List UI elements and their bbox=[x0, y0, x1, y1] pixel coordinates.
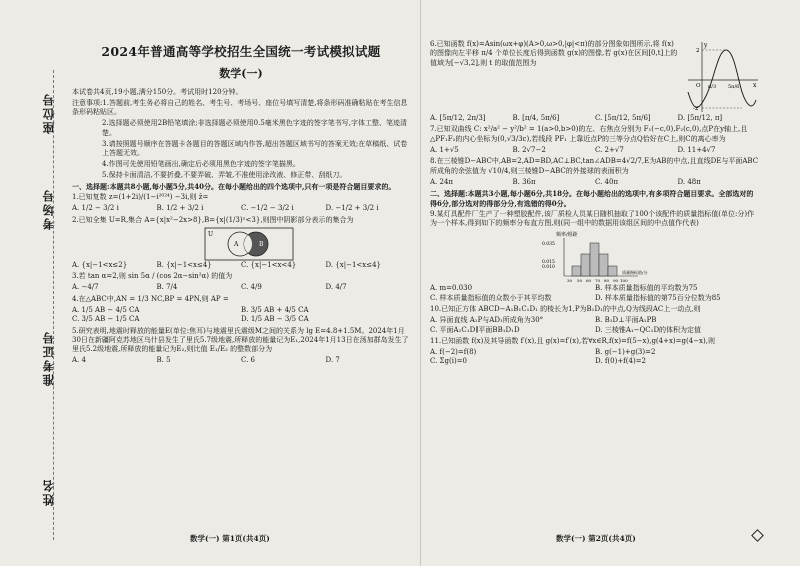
q8-option-d: D. 48π bbox=[677, 177, 701, 186]
q5-option-c: C. 6 bbox=[241, 356, 256, 365]
notice-3: 3.请按照题号顺序在答题卡各题目的答题区域内作答,超出答题区域书写的答案无效;在草稿纸、试卷上答题无效。 bbox=[102, 139, 408, 158]
q9-stem: 9.某灯具配件厂生产了一种塑胶配件,该厂质检人员某日随机抽取了100个该配件的质量指标值(单位:分)作为一个样本,得到如下的频率分布直方图,则(同一组中的数据用该组区间的中点值作代表) bbox=[430, 209, 755, 228]
notice-1: 注意事项:1.答题前,考生务必将自己的姓名、考生号、考场号、座位号填写清楚,将条形码准确粘贴在考生信息条形码粘贴区。 bbox=[72, 98, 408, 117]
hist-ylabel: 频率/组距 bbox=[556, 232, 578, 239]
hist-bar-1 bbox=[572, 266, 581, 276]
sine-graph bbox=[684, 40, 760, 114]
graph-ymax: 2 bbox=[696, 48, 700, 54]
notice-intro: 本试卷共4页,19小题,满分150分。考试用时120分钟。 bbox=[72, 87, 243, 96]
q5-option-a: A. 4 bbox=[72, 356, 86, 365]
hist-tick-90: 90 bbox=[613, 278, 619, 284]
q4-stem: 4.在△ABC中,AN = 1/3 NC,BP = 4PN,则 AP = bbox=[72, 294, 229, 303]
hist-tick-100: 100 bbox=[620, 278, 628, 284]
q7-stem: 7.已知双曲线 C: x²/a² − y²/b² = 1(a>0,b>0)的左、右焦点分别为 F₁(−c,0),F₂(c,0),点P在y轴上,且△PF₁F₂的内心坐标为(0,√3/3c),若线段 PF₁ 上靠近点P的三等分点Q恰好在C上,则C的离心率为 bbox=[430, 125, 748, 143]
q10-option-b: B. B₁D⊥平面A₁PB bbox=[595, 316, 657, 325]
notice-4: 4.作图可先使用铅笔画出,确定后必须用黑色字迹的签字笔描黑。 bbox=[102, 160, 300, 169]
hist-bar-3 bbox=[590, 243, 599, 276]
hist-ticks: 30 bbox=[567, 278, 573, 284]
hist-xlabel: 质量指标值/分 bbox=[622, 270, 648, 276]
q2-option-d: D. {x|−1<x≤4} bbox=[325, 260, 381, 269]
q7-options bbox=[430, 146, 760, 155]
q6-option-b: B. [π/4, 5π/6] bbox=[512, 114, 560, 122]
q3-option-b: B. 7/4 bbox=[156, 283, 178, 292]
seat-label: 座位号 bbox=[42, 92, 56, 134]
q9-option-c: C. 样本质量指标值的众数小于其平均数 bbox=[430, 293, 552, 302]
q8-options bbox=[430, 178, 760, 187]
venn-label-a: A bbox=[234, 240, 239, 248]
q10-option-a: A. 异面直线 A₁P与AD₁所成角为30° bbox=[430, 316, 544, 325]
q6-options bbox=[430, 114, 760, 123]
graph-x2: 5π/6 bbox=[728, 84, 740, 90]
q10-option-c: C. 平面A₁C₁D∥平面BB₁D₁D bbox=[430, 325, 520, 334]
q3-option-a: A. −4/7 bbox=[72, 283, 99, 292]
q1-stem: 1.已知复数 z=(1+2i)/(1−i²⁰²⁴) −3i,则 z̄= bbox=[72, 193, 209, 202]
q10-option-d: D. 三棱锥A₁−QC₁D的体积为定值 bbox=[595, 325, 702, 334]
q11-option-b: B. g(−1)+g(3)=2 bbox=[595, 348, 656, 356]
q11-option-d: D. f(0)+f(4)=2 bbox=[595, 357, 647, 366]
sine-curve bbox=[688, 50, 756, 108]
q6-option-a: A. [5π/12, 2π/3] bbox=[430, 114, 486, 122]
section-2-heading: 二、选择题:本题共3小题,每小题6分,共18分。在每小题给出的选项中,有多项符合题目要求。全部选对的得6分,部分选对的得部分分,有选错的得0分。 bbox=[430, 189, 754, 208]
hist-val-1: 0.035 bbox=[542, 242, 555, 248]
name-label: 姓名 bbox=[42, 478, 56, 506]
q6-option-c: C. [5π/12, 5π/6] bbox=[595, 114, 651, 122]
section-1-heading: 一、选择题:本题共8小题,每小题5分,共40分。在每小题给出的四个选项中,只有一项是符合题目要求的。 bbox=[72, 182, 396, 192]
q10-options bbox=[430, 316, 760, 335]
q10-stem: 10.已知正方体 ABCD−A₁B₁C₁D₁ 的棱长为1,P为B₁D₁的中点,Q为线段AC上一动点,则 bbox=[430, 305, 701, 314]
q2-option-b: B. {x|−1<x≤4} bbox=[156, 260, 212, 269]
q4-option-c: C. 3/5 AB − 1/5 CA bbox=[72, 315, 140, 324]
hist-tick-50: 50 bbox=[577, 278, 583, 284]
q2-option-a: A. {x|−1<x≤2} bbox=[72, 260, 128, 269]
right-column bbox=[430, 40, 760, 369]
q7-option-d: D. 11+4√7 bbox=[677, 145, 716, 154]
left-column bbox=[72, 44, 410, 368]
cut-line bbox=[53, 70, 54, 540]
q6-stem: 6.已知函数 f(x)=Asin(ωx+φ)(A>0,ω>0,|φ|<π)的部分图象如图所示,将 f(x)的图像向左平移 π/4 个单位长度后得到函数 g(x)的图像,若 g(x)在区间[0,t]上的值域为[−√3,2],则 t 的取值范围为 bbox=[430, 40, 678, 67]
venn-label-b: B bbox=[259, 240, 264, 248]
q9-option-b: B. 样本质量指标值的平均数为75 bbox=[595, 284, 698, 293]
q8-stem: 8.在三棱锥D−ABC中,AB=2,AD=BD,AC⊥BC,tan∠ADB=4√2/7,E为AB的中点,且直线DE与平面ABC所成角的余弦值为 √10/4,则三棱锥D−ABC的外接球的表面积为 bbox=[430, 157, 759, 175]
graph-x1: π/3 bbox=[708, 84, 717, 90]
q1-option-b: B. 1/2 + 3/2 i bbox=[156, 204, 204, 213]
q4-option-d: D. 1/5 AB − 3/5 CA bbox=[241, 315, 309, 324]
q5-stem: 5.研究表明,地震时释放的能量E(单位:焦耳)与地震里氏震级M之间的关系为 lg E=4.8+1.5M。2024年1月30日在新疆阿克苏地区乌什县发生了里氏5.7级地震,所释放的能量记为E₁,2024年1月13日在汤加群岛发生了里氏5.2级地震,所释放的能量记为E₂,则比值 E₁/E₂ 的整数部分为 bbox=[72, 326, 409, 354]
hist-tick-70: 70 bbox=[595, 278, 601, 284]
graph-x-label: x bbox=[753, 82, 757, 89]
graph-origin: O bbox=[696, 83, 701, 89]
q9-option-a: A. m=0.030 bbox=[430, 284, 473, 293]
q7-option-a: A. 1+√5 bbox=[430, 145, 459, 154]
footer-page-2: 数学(一) 第2页(共4页) bbox=[556, 534, 636, 543]
q6-block bbox=[430, 40, 760, 114]
q11-options bbox=[430, 348, 760, 367]
hist-bar-4 bbox=[599, 254, 608, 276]
hist-bar-2 bbox=[581, 254, 590, 276]
q11-option-a: A. f(−2)=f(8) bbox=[430, 348, 477, 356]
q7-option-b: B. 2√7−2 bbox=[512, 145, 546, 154]
q4-option-a: A. 1/5 AB − 4/5 CA bbox=[72, 305, 140, 314]
q5-option-b: B. 5 bbox=[156, 356, 171, 365]
q1-options bbox=[72, 204, 410, 213]
q1-option-c: C. −1/2 − 3/2 i bbox=[241, 204, 294, 213]
exam-title: 2024年普通高等学校招生全国统一考试模拟试题 bbox=[101, 44, 381, 59]
hist-tick-60: 60 bbox=[586, 278, 592, 284]
page-fold-line bbox=[420, 0, 421, 566]
hist-tick-80: 80 bbox=[604, 278, 610, 284]
q7-option-c: C. 2+√7 bbox=[595, 145, 624, 154]
notice-5: 5.保持卡面清洁,不要折叠,不要弄破、弄皱,不准使用涂改液、修正带、刮纸刀。 bbox=[102, 171, 347, 180]
q11-stem: 11.已知函数 f(x)及其导函数 f′(x),且 g(x)=f′(x),若∀x∈R,f(x)=f(5−x),g(4+x)=g(4−x),则 bbox=[430, 336, 715, 345]
q2-stem: 2.已知全集 U=R,集合 A={x|x²−2x>8},B={x|(1/3)ˣ<3},则图中阴影部分表示的集合为 bbox=[72, 215, 354, 224]
notice-2: 2.选择题必须使用2B铅笔填涂;非选择题必须使用0.5毫米黑色字迹的签字笔书写,字体工整、笔迹清楚。 bbox=[102, 119, 407, 137]
hist-bar-5 bbox=[608, 266, 617, 276]
q6-option-d: D. [5π/12, π] bbox=[677, 114, 723, 122]
room-label: 考场号 bbox=[42, 188, 56, 230]
footer-page-1: 数学(一) 第1页(共4页) bbox=[190, 534, 270, 543]
diamond-mark-icon bbox=[751, 529, 764, 542]
q1-option-d: D. −1/2 + 3/2 i bbox=[325, 204, 379, 213]
q2-options bbox=[72, 261, 410, 270]
exam-subtitle: 数学(一) bbox=[219, 66, 263, 80]
q5-options bbox=[72, 356, 410, 365]
ticket-label: 准考证号 bbox=[42, 330, 56, 386]
q9-option-d: D. 样本质量指标值的第75百分位数为85 bbox=[595, 293, 721, 302]
venn-diagram bbox=[204, 227, 294, 261]
histogram bbox=[534, 230, 648, 284]
hist-val-2: 0.015 bbox=[542, 260, 555, 266]
q8-option-a: A. 24π bbox=[430, 177, 454, 186]
q1-option-a: A. 1/2 − 3/2 i bbox=[72, 204, 119, 213]
q4-options bbox=[72, 306, 410, 325]
q3-options bbox=[72, 283, 410, 292]
q8-option-b: B. 36π bbox=[512, 177, 536, 186]
q3-option-d: D. 4/7 bbox=[325, 283, 347, 292]
venn-label-u: U bbox=[208, 230, 214, 238]
graph-ymin: -2 bbox=[693, 106, 699, 112]
graph-y-label: y bbox=[704, 42, 708, 49]
q5-option-d: D. 7 bbox=[325, 356, 340, 365]
q8-option-c: C. 40π bbox=[595, 177, 619, 186]
q9-options bbox=[430, 284, 760, 303]
q11-option-c: C. Σg(i)=0 bbox=[430, 357, 468, 366]
q2-option-c: C. {x|−1<x<4} bbox=[241, 260, 297, 269]
q3-stem: 3.若 tan α=2,则 sin 5α / (cos 2α−sin²α) 的值为 bbox=[72, 272, 233, 281]
q3-option-c: C. 4/9 bbox=[241, 283, 262, 292]
binding-strip bbox=[0, 0, 62, 566]
hist-val-3: 0.010 bbox=[542, 265, 555, 271]
q4-option-b: B. 3/5 AB + 4/5 CA bbox=[241, 305, 309, 314]
